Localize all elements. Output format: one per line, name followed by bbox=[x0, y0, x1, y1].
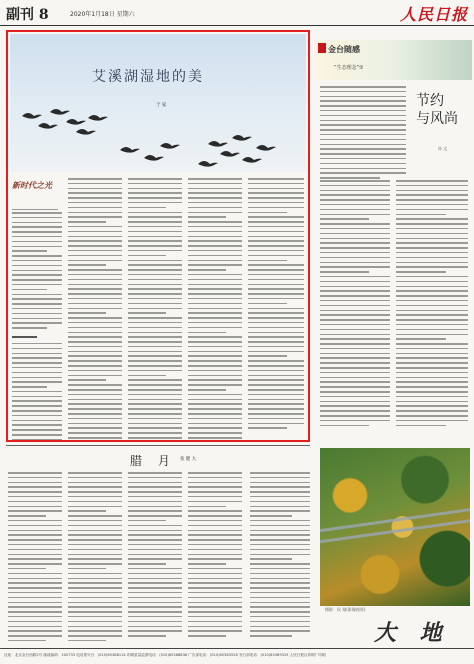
bottom-essay-author: 张 健 九 bbox=[180, 457, 197, 462]
road-shape bbox=[320, 506, 470, 545]
footer bbox=[0, 648, 474, 664]
bottom-column-3 bbox=[128, 472, 182, 640]
geese-flock-icon bbox=[10, 34, 306, 172]
dadi-column-logo: 大 地 bbox=[374, 620, 450, 646]
section-title: 副刊 8 bbox=[6, 7, 49, 23]
column-label: 新时代之光 bbox=[12, 181, 52, 190]
side-column bbox=[316, 30, 472, 442]
bottom-column-4 bbox=[188, 472, 242, 640]
bottom-essay-title: 腊 月 bbox=[130, 454, 176, 468]
forest-road-photo bbox=[320, 448, 470, 606]
essay-column-3 bbox=[128, 178, 182, 442]
essay-column-4 bbox=[188, 178, 242, 442]
essay-column-1 bbox=[12, 212, 62, 442]
side-text-col-1 bbox=[320, 180, 390, 429]
feature-essay-highlight[interactable] bbox=[6, 30, 310, 442]
feature-author: 于 家 bbox=[156, 103, 167, 108]
section-divider bbox=[6, 445, 310, 446]
column-label-decoration bbox=[12, 192, 58, 210]
column-banner bbox=[316, 40, 472, 80]
bottom-column-2 bbox=[68, 472, 122, 645]
banner-subtitle: “生态理念”② bbox=[334, 65, 364, 71]
masthead bbox=[0, 0, 474, 26]
photo-credit: 摄影：侯 翔(影像视界) bbox=[325, 607, 366, 612]
feature-image-title: 艾溪湖湿地的美 bbox=[92, 69, 204, 85]
side-author: 孙 文 bbox=[438, 146, 448, 151]
banner-label: 金台随感 bbox=[328, 45, 360, 54]
essay-column-5 bbox=[248, 178, 304, 432]
side-text-col-2 bbox=[396, 180, 468, 429]
footer-text: 社址：北京金台西路2号 邮政编码：100733 电话查号台：(010)65368114 印刷质量监督电话：(010)65368836 广告部电话：(010)65363526 发行部电话：(010)65369319 人民日报社印刷厂印刷 bbox=[4, 653, 326, 657]
seal-icon bbox=[318, 43, 326, 53]
side-title-line-1: 节约 bbox=[416, 93, 444, 109]
side-article-title bbox=[416, 92, 458, 128]
bottom-column-5 bbox=[250, 472, 310, 640]
side-text-top bbox=[320, 86, 406, 182]
wetland-geese-image bbox=[10, 34, 306, 172]
bottom-column-1 bbox=[8, 472, 62, 645]
side-title-line-2: 与风尚 bbox=[416, 111, 458, 127]
essay-column-2 bbox=[68, 178, 122, 442]
newspaper-logo: 人民日报 bbox=[399, 5, 468, 24]
issue-date: 2020年1月18日 星期六 bbox=[70, 11, 135, 18]
